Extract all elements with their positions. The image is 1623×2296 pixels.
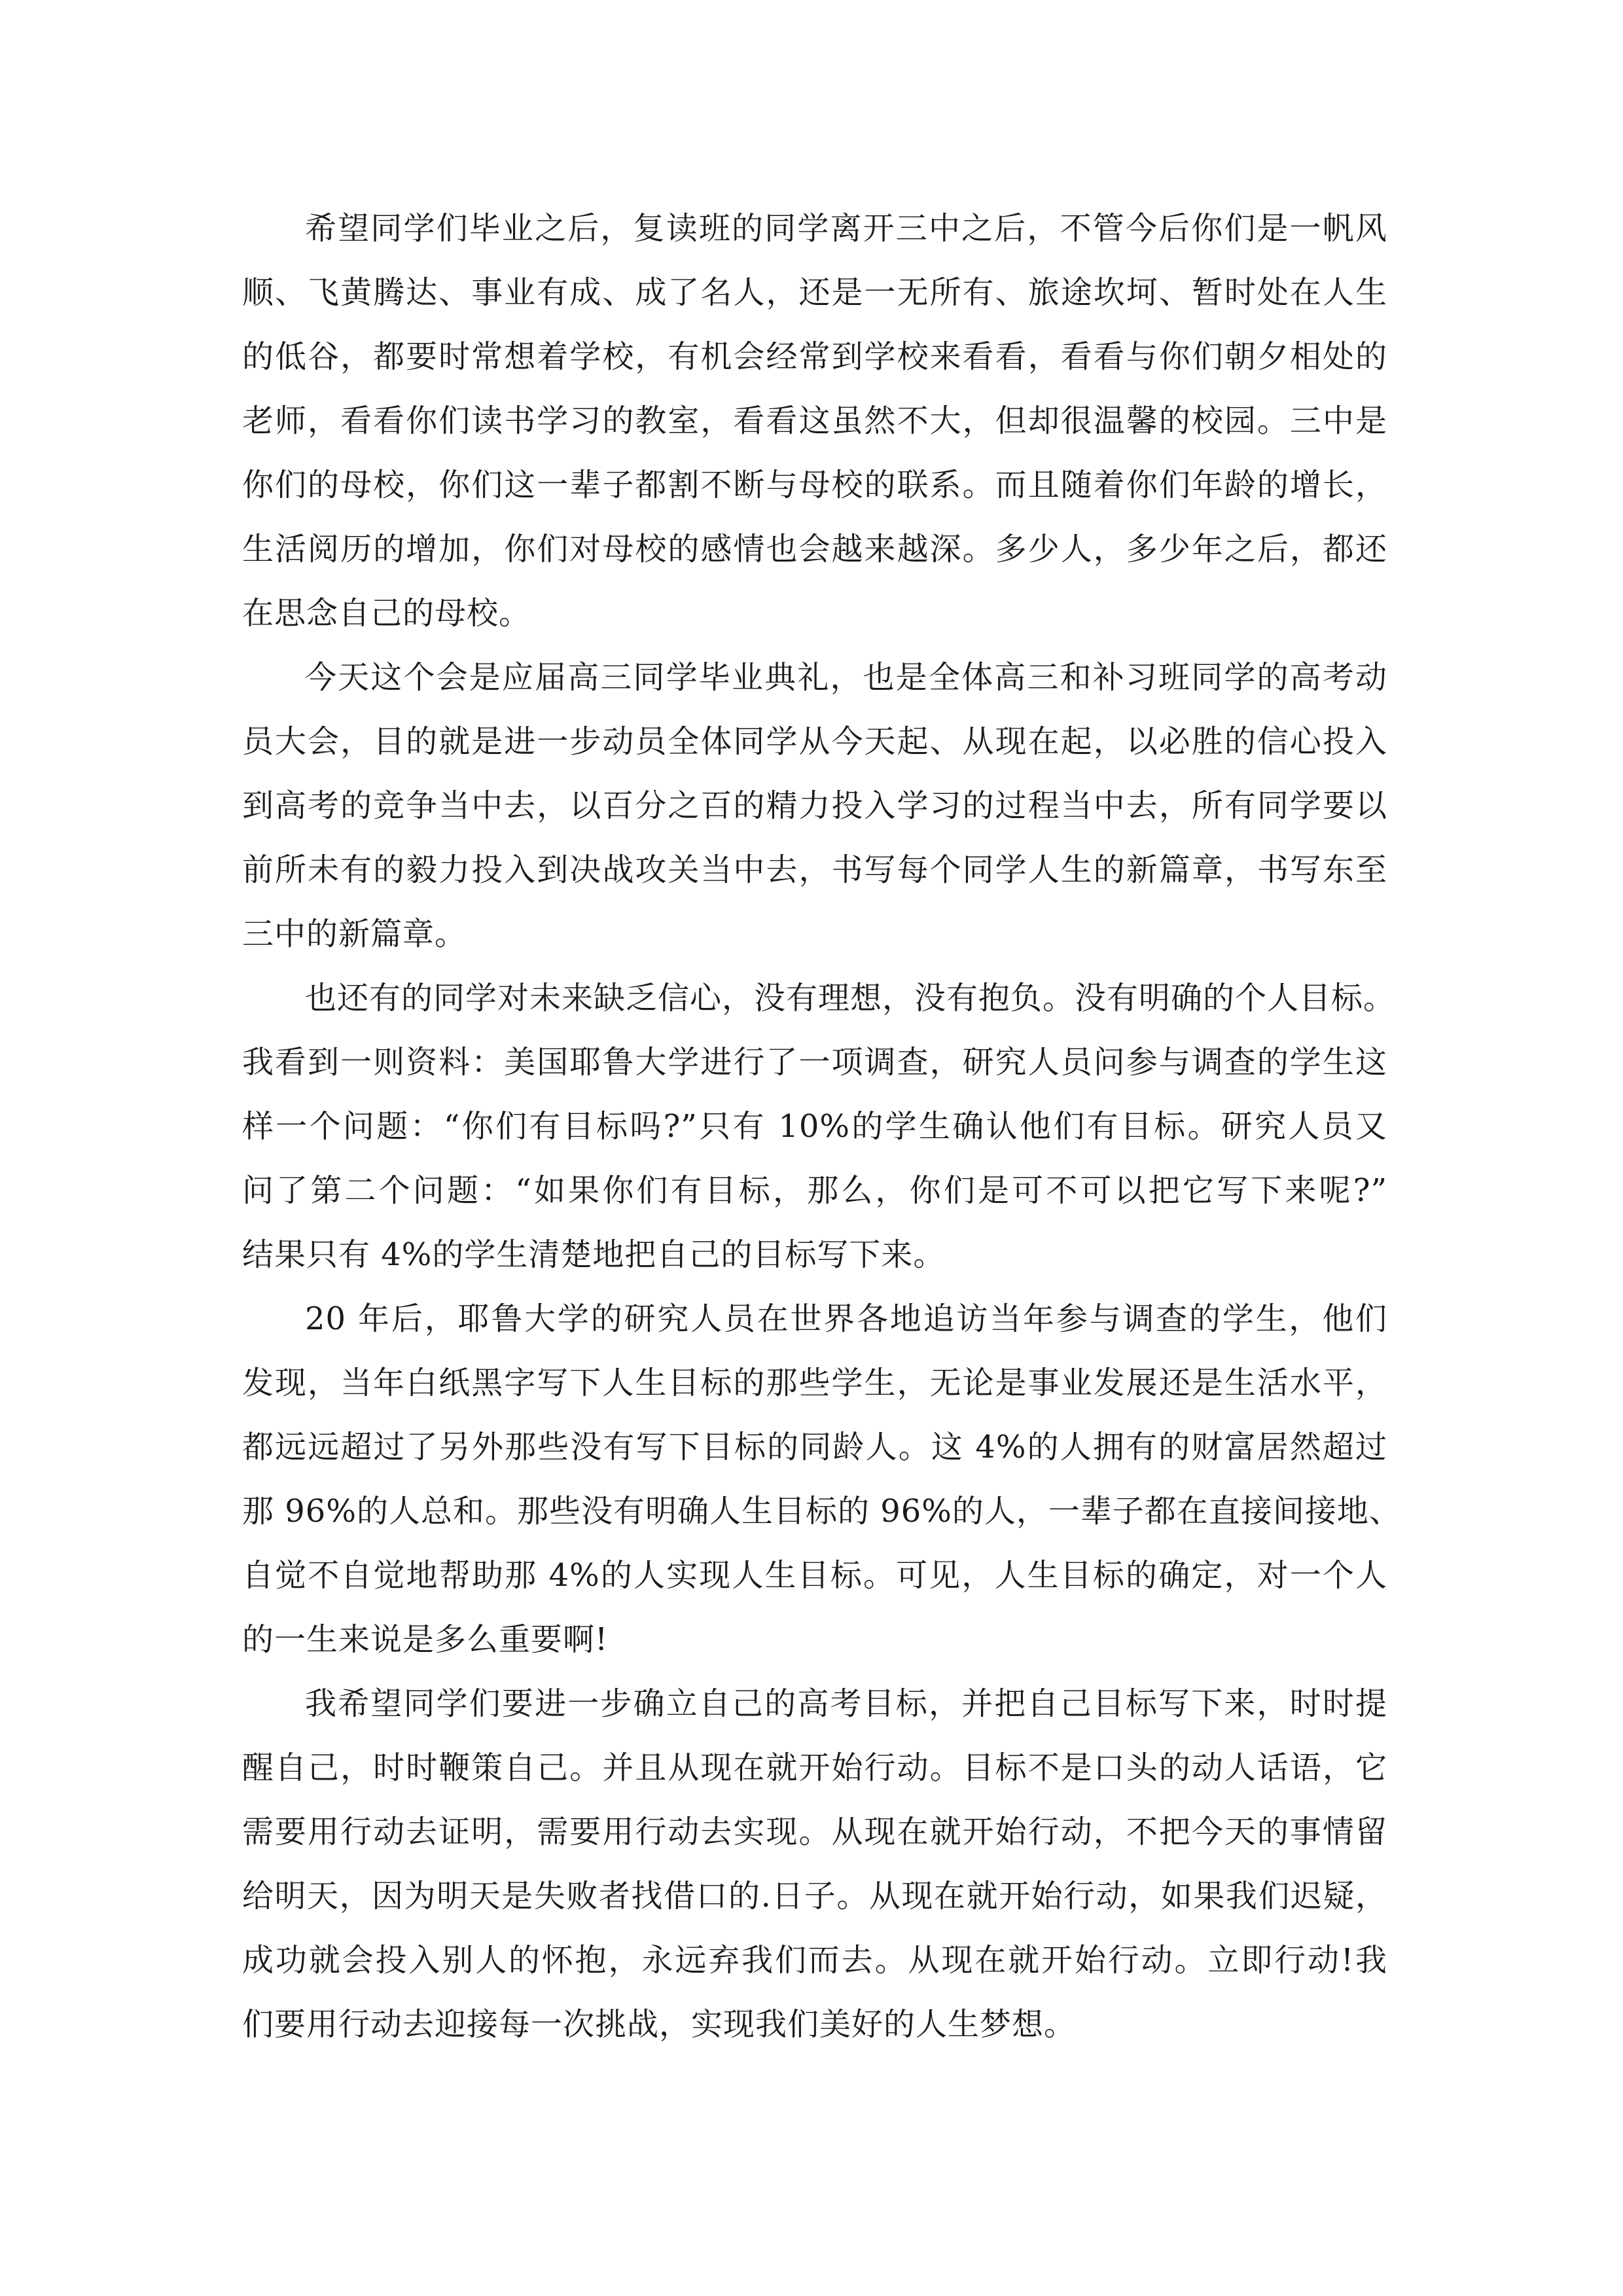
text-line: 三中的新篇章。 [242, 916, 467, 952]
text-line: 前所未有的毅力投入到决战攻关当中去，书写每个同学人生的新篇章，书写东至 [242, 852, 1387, 888]
paragraph-graduation-ceremony [242, 645, 1387, 966]
text-line: 成功就会投入别人的怀抱，永远弃我们而去。从现在就开始行动。立即行动!我 [242, 1942, 1387, 1979]
text-line: 生活阅历的增加，你们对母校的感情也会越来越深。多少人，多少年之后，都还 [242, 531, 1387, 567]
text-line: 醒自己，时时鞭策自己。并且从现在就开始行动。目标不是口头的动人话语，它 [242, 1749, 1387, 1786]
text-line: 希望同学们毕业之后，复读班的同学离开三中之后，不管今后你们是一帆风 [305, 210, 1387, 247]
text-line: 员大会，目的就是进一步动员全体同学从今天起、从现在起，以必胜的信心投入 [242, 723, 1387, 760]
text-line: 也还有的同学对未来缺乏信心，没有理想，没有抱负。没有明确的个人目标。 [305, 980, 1396, 1016]
paragraph-act-now [242, 1672, 1387, 2056]
paragraph-twenty-years-later [242, 1287, 1401, 1672]
text-line: 20 年后，耶鲁大学的研究人员在世界各地追访当年参与调查的学生，他们 [305, 1300, 1387, 1337]
document-body [242, 196, 1401, 2056]
text-line: 结果只有 4%的学生清楚地把自己的目标写下来。 [242, 1236, 946, 1273]
text-line: 到高考的竞争当中去，以百分之百的精力投入学习的过程当中去，所有同学要以 [242, 787, 1387, 824]
text-line: 都远远超过了另外那些没有写下目标的同龄人。这 4%的人拥有的财富居然超过 [242, 1429, 1387, 1465]
text-line: 那 96%的人总和。那些没有明确人生目标的 96%的人，一辈子都在直接间接地、 [242, 1493, 1401, 1530]
text-line: 需要用行动去证明，需要用行动去实现。从现在就开始行动，不把今天的事情留 [242, 1814, 1387, 1850]
text-line: 问了第二个问题：“如果你们有目标，那么，你们是可不可以把它写下来呢?” [242, 1172, 1387, 1209]
text-line: 我看到一则资料：美国耶鲁大学进行了一项调查，研究人员问参与调查的学生这 [242, 1044, 1387, 1081]
text-line: 你们的母校，你们这一辈子都割不断与母校的联系。而且随着你们年龄的增长， [242, 467, 1387, 503]
text-line: 的低谷，都要时常想着学校，有机会经常到学校来看看，看看与你们朝夕相处的 [242, 338, 1387, 375]
paragraph-alma-mater [242, 196, 1387, 645]
text-line: 发现，当年白纸黑字写下人生目标的那些学生，无论是事业发展还是生活水平， [242, 1365, 1387, 1401]
text-line: 样一个问题：“你们有目标吗?”只有 10%的学生确认他们有目标。研究人员又 [242, 1108, 1387, 1145]
text-line: 的一生来说是多么重要啊! [242, 1621, 609, 1658]
text-line: 给明天，因为明天是失败者找借口的.日子。从现在就开始行动，如果我们迟疑， [242, 1878, 1387, 1914]
text-line: 今天这个会是应届高三同学毕业典礼，也是全体高三和补习班同学的高考动 [305, 659, 1387, 696]
text-line: 在思念自己的母校。 [242, 595, 531, 632]
text-line: 自觉不自觉地帮助那 4%的人实现人生目标。可见，人生目标的确定，对一个人 [242, 1557, 1387, 1594]
paragraph-yale-survey [242, 966, 1396, 1287]
text-line: 顺、飞黄腾达、事业有成、成了名人，还是一无所有、旅途坎坷、暂时处在人生 [242, 274, 1387, 311]
text-line: 我希望同学们要进一步确立自己的高考目标，并把自己目标写下来，时时提 [305, 1685, 1387, 1722]
text-line: 们要用行动去迎接每一次挑战，实现我们美好的人生梦想。 [242, 2006, 1077, 2043]
text-line: 老师，看看你们读书学习的教室，看看这虽然不大，但却很温馨的校园。三中是 [242, 403, 1387, 439]
